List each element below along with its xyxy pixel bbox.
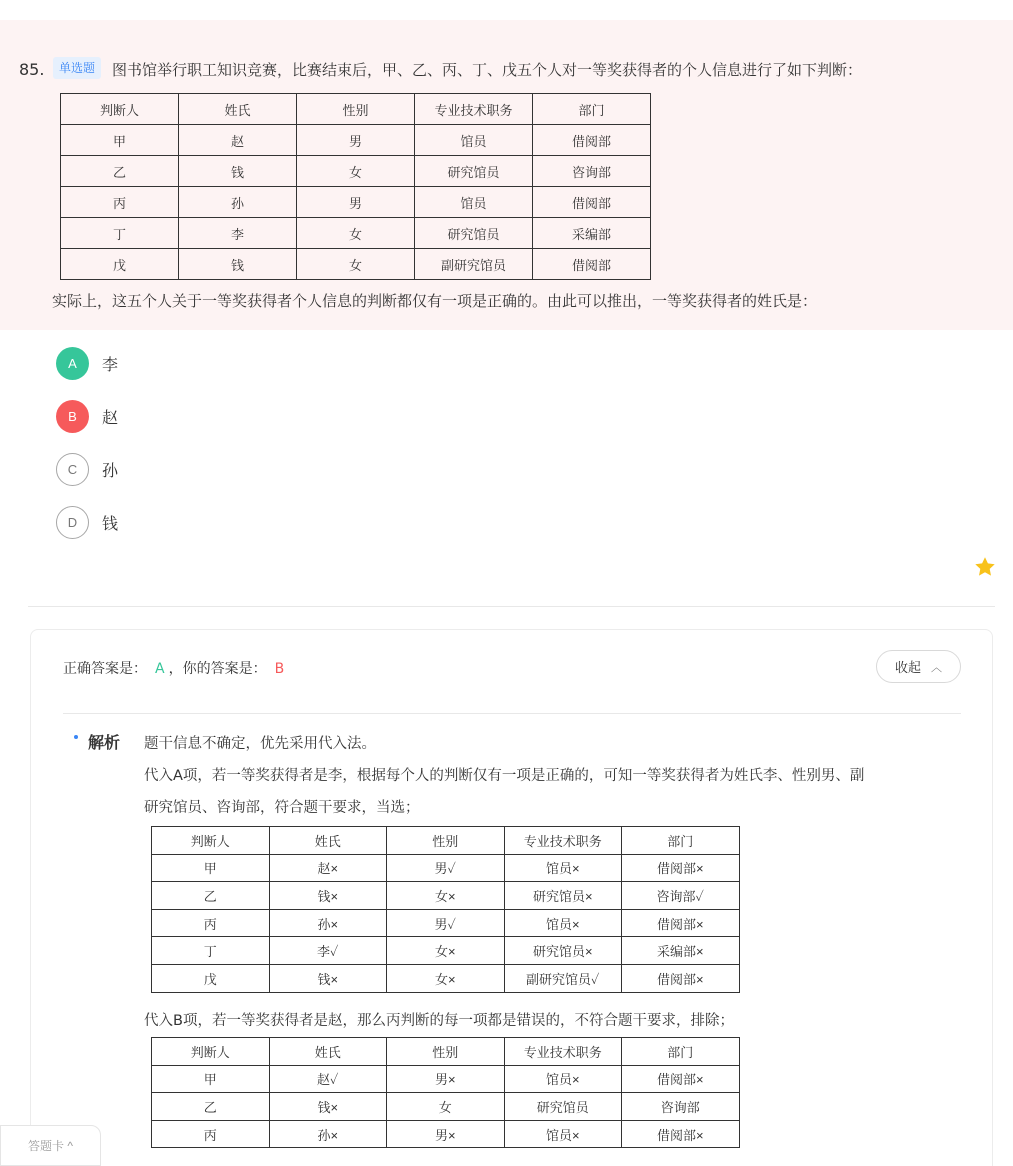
table-cell: 钱 [179,249,297,280]
option-a-text: 李 [102,355,119,374]
table-header-cell: 判断人 [61,94,179,125]
analysis-card [30,629,993,1166]
table-cell: 李 [179,218,297,249]
table-row [152,882,740,910]
option-a-circle: A [56,347,89,380]
table-row [61,187,651,218]
table-header-cell: 姓氏 [179,94,297,125]
table-cell: 女× [387,882,505,910]
table-row [61,218,651,249]
table-cell: 乙 [61,156,179,187]
table-cell: 赵✓ [269,1065,387,1093]
table-cell: 研究馆员× [504,937,622,965]
table-row [152,937,740,965]
option-c[interactable] [56,453,118,486]
table-cell: 甲 [152,1065,270,1093]
card-divider [63,713,961,714]
table-cell: 借阅部× [622,1120,740,1148]
table-header-cell: 部门 [622,1038,740,1066]
option-c-text: 孙 [102,461,119,480]
table-header-cell: 姓氏 [269,827,387,855]
option-b-circle: B [56,400,89,433]
table-header-cell: 性别 [297,94,415,125]
table-row [61,156,651,187]
table-cell: 戊 [61,249,179,280]
option-b[interactable] [56,400,118,433]
table-cell: 女 [297,249,415,280]
table-cell: 咨询部 [622,1093,740,1121]
analysis-line-2: 代入A项，若一等奖获得者是李，根据每个人的判断仅有一项是正确的，可知一等奖获得者为姓氏李、性别男、副 [144,768,865,784]
table-cell: 李✓ [269,937,387,965]
analysis-line-1: 题干信息不确定，优先采用代入法。 [144,736,376,752]
your-answer-value: B [274,661,285,677]
table-cell: 女× [387,937,505,965]
analysis-line-3: 研究馆员、咨询部，符合题干要求，当选； [144,800,420,816]
table-cell: 副研究馆员 [415,249,533,280]
table-cell: 钱× [269,882,387,910]
question-conclusion: 实际上，这五个人关于一等奖获得者个人信息的判断都仅有一项是正确的。由此可以推出，一等奖获得者的姓氏是： [52,292,818,310]
table-cell: 男× [387,1120,505,1148]
question-table [60,93,651,280]
table-cell: 孙 [179,187,297,218]
question-type-badge: 单选题 [53,57,101,79]
table-cell: 男 [297,125,415,156]
table-cell: 孙× [269,1120,387,1148]
chevron-up-icon: ︿ [931,661,942,674]
correct-answer-value: A [155,661,165,677]
option-b-text: 赵 [102,408,119,427]
table-cell: 钱× [269,964,387,992]
table-cell: 馆员× [504,854,622,882]
option-a[interactable] [56,347,118,380]
table-cell: 馆员 [415,125,533,156]
table-row [152,854,740,882]
table-row [61,249,651,280]
table-cell: 咨询部 [533,156,651,187]
table-cell: 钱 [179,156,297,187]
table-cell: 丙 [61,187,179,218]
table-cell: 戊 [152,964,270,992]
table-header-cell: 专业技术职务 [504,827,622,855]
question-stem: 图书馆举行职工知识竞赛，比赛结束后，甲、乙、丙、丁、戊五个人对一等奖获得者的个人信息进行了如下判断： [112,61,863,79]
table-cell: 丙 [152,909,270,937]
table-row [61,125,651,156]
table-cell: 男✓ [387,909,505,937]
your-answer-label: ，你的答案是： [168,661,267,677]
table-cell: 借阅部× [622,1065,740,1093]
collapse-label: 收起 [894,660,921,675]
table-cell: 借阅部 [533,187,651,218]
table-cell: 女 [297,218,415,249]
table-header-cell: 性别 [387,1038,505,1066]
table-header-row [152,1038,740,1066]
table-cell: 馆员× [504,1120,622,1148]
analysis-line-4: 代入B项，若一等奖获得者是赵，那么丙判断的每一项都是错误的，不符合题干要求，排除； [144,1013,734,1029]
option-d-text: 钱 [102,514,119,533]
table-cell: 甲 [61,125,179,156]
table-header-cell: 判断人 [152,1038,270,1066]
correct-answer-label: 正确答案是： [63,661,147,677]
table-cell: 丁 [152,937,270,965]
analysis-table-b [151,1037,740,1148]
table-cell: 借阅部× [622,854,740,882]
table-row [152,1120,740,1148]
table-row [152,909,740,937]
table-cell: 咨询部✓ [622,882,740,910]
table-cell: 借阅部× [622,909,740,937]
table-cell: 研究馆员 [415,156,533,187]
table-cell: 丁 [61,218,179,249]
table-cell: 研究馆员× [504,882,622,910]
table-cell: 孙× [269,909,387,937]
table-cell: 男× [387,1065,505,1093]
answer-summary [63,658,284,678]
table-cell: 乙 [152,882,270,910]
table-row [152,964,740,992]
table-cell: 馆员× [504,1065,622,1093]
table-cell: 借阅部 [533,125,651,156]
bullet-dot-icon [74,735,78,739]
table-header-cell: 专业技术职务 [415,94,533,125]
analysis-label: 解析 [88,733,121,752]
table-cell: 研究馆员 [504,1093,622,1121]
table-header-cell: 性别 [387,827,505,855]
table-cell: 乙 [152,1093,270,1121]
table-cell: 馆员× [504,909,622,937]
table-header-cell: 专业技术职务 [504,1038,622,1066]
analysis-table-a [151,826,740,993]
table-cell: 钱× [269,1093,387,1121]
table-cell: 赵× [269,854,387,882]
table-cell: 男✓ [387,854,505,882]
table-cell: 借阅部× [622,964,740,992]
table-cell: 副研究馆员✓ [504,964,622,992]
answer-card-tab[interactable]: 答题卡 ^ [0,1125,101,1166]
option-c-circle: C [56,453,89,486]
table-header-cell: 部门 [622,827,740,855]
section-divider [28,606,995,607]
table-cell: 采编部 [533,218,651,249]
table-header-cell: 姓氏 [269,1038,387,1066]
table-header-cell: 判断人 [152,827,270,855]
table-cell: 采编部× [622,937,740,965]
table-header-cell: 部门 [533,94,651,125]
table-cell: 甲 [152,854,270,882]
question-number: 85. [19,60,45,79]
table-header-row [61,94,651,125]
collapse-button[interactable] [876,650,961,683]
table-row [152,1065,740,1093]
option-d[interactable] [56,506,118,539]
table-cell: 女 [297,156,415,187]
table-cell: 研究馆员 [415,218,533,249]
table-cell: 女× [387,964,505,992]
option-d-circle: D [56,506,89,539]
table-row [152,1093,740,1121]
table-cell: 女 [387,1093,505,1121]
table-header-row [152,827,740,855]
table-cell: 丙 [152,1120,270,1148]
table-cell: 男 [297,187,415,218]
star-icon[interactable] [973,555,997,579]
table-cell: 借阅部 [533,249,651,280]
table-cell: 馆员 [415,187,533,218]
table-cell: 赵 [179,125,297,156]
